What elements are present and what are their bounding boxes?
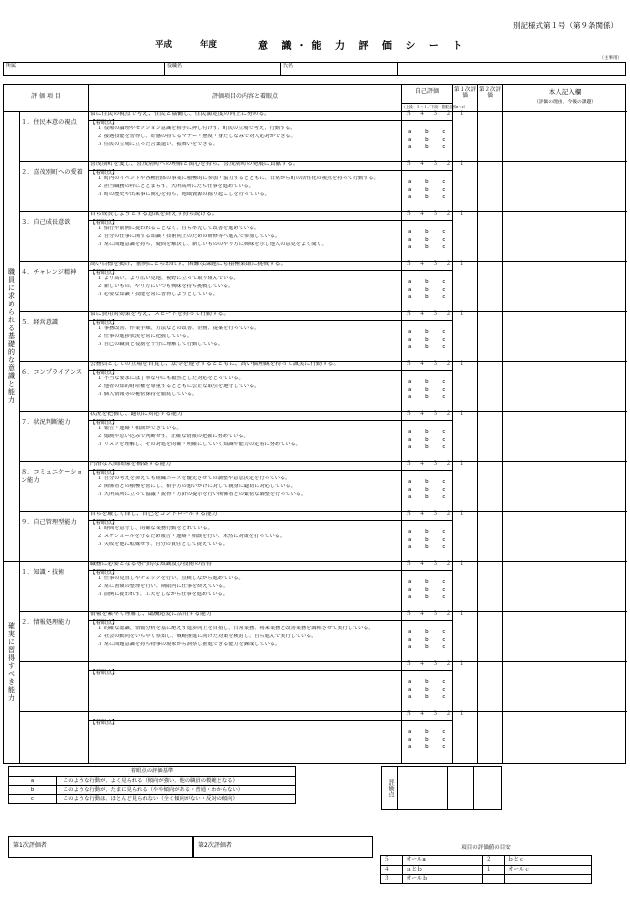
rating-abc[interactable]: a b c (408, 679, 446, 685)
rating-spacer (402, 720, 452, 729)
focus-point: ３ 個人情報等の秘密保持を徹底している。 (97, 391, 198, 397)
guide-score: ３ (381, 875, 403, 883)
focus-point (89, 734, 401, 742)
second-evaluator-field[interactable] (193, 836, 373, 858)
rating-abc[interactable]: a b c (408, 329, 446, 335)
item-name: １．住民本意の視点 (21, 119, 77, 126)
rating-abc[interactable]: a b c (408, 194, 446, 201)
item-content (89, 161, 401, 211)
row-divider (88, 120, 452, 121)
item-name: ２．喜茂別町への愛着 (21, 169, 83, 176)
header-comment-sub: （評価の理由、今後の課題） (533, 100, 597, 105)
focus-point: １ 役場の論理やセクション意識を相手に押し付けず、町民の立場で考え、行動する。 (97, 126, 296, 132)
self-rating[interactable] (402, 161, 468, 202)
rating-abc[interactable]: a b c (408, 644, 446, 651)
item-heading (89, 711, 401, 720)
title-year: 年度 (200, 40, 218, 50)
item-heading (89, 661, 401, 670)
focus-point: ３ 必要な知識・技能を常に習得しようとしている。 (97, 291, 218, 297)
guide-desc (505, 875, 591, 883)
focus-point: ３ 町の歴史や出来事に関心を持ち、地域資源の掘り起こしを行っている。 (97, 191, 270, 197)
position-label: 役職名 (167, 63, 183, 69)
row-divider (19, 261, 627, 262)
rating-abc[interactable]: a b c (408, 229, 446, 235)
rating-abc[interactable]: a b c (408, 579, 446, 585)
dept-field[interactable] (4, 63, 165, 75)
item-name: ３．自己成長意欲 (21, 219, 71, 226)
rating-scale[interactable]: ５ ４ ３ ２ １ (406, 361, 468, 367)
focus-label: 【着眼点】 (90, 420, 118, 426)
item-content (89, 361, 401, 411)
focus-point: ２ 社会の動向をいち早く察知し、戦略推進に向けた対策を検討し、自ら進んで実行している。 (97, 633, 317, 639)
rating-scale[interactable]: ５ ４ ３ ２ １ (406, 411, 468, 417)
item-heading: 職務に必要となる専門的な知識及び技術の習得 (90, 561, 212, 567)
legend-row (9, 785, 295, 794)
rating-abc[interactable]: a b c (408, 186, 446, 193)
focus-point (89, 692, 401, 700)
rating-abc[interactable]: a b c (408, 379, 446, 385)
focus-point: ３ 自己の職責と役割を十分に理解して行動している。 (97, 341, 224, 347)
rating-abc[interactable]: a b c (408, 436, 446, 443)
header-self-sub: （上段：５〜１／下段：着眼点別a〜c） (402, 105, 468, 109)
focus-label: 【着眼点】 (90, 570, 118, 576)
rating-spacer (402, 420, 452, 429)
focus-label: 【着眼点】 (90, 270, 118, 276)
position-field[interactable] (165, 63, 281, 75)
focus-point: １ 時間を意守し、的確な業務行動をとれている。 (97, 526, 213, 532)
score-second[interactable] (474, 767, 502, 809)
legend-title-text: 着眼点の評価基準 (130, 768, 174, 775)
focus-point (89, 684, 401, 692)
item-name: ８．コミュニケーション能力 (21, 469, 83, 485)
focus-point: １ 自分の考えを抑えても組織ニーズを優先させての調整や意思決定を行っている。 (97, 476, 291, 482)
focus-point: ３ リスクを理解し、その対処を的確・明確にしていく知識や能力の定着に努めている。 (97, 441, 301, 447)
self-rating[interactable] (402, 511, 468, 552)
focus-point: １ 事務改善、作業手順、方法などの改善、企画、提案を行っている。 (97, 326, 260, 332)
rating-scale[interactable]: ５ ４ ３ ２ １ (406, 211, 468, 217)
first-evaluator-field[interactable] (8, 836, 193, 858)
focus-label: 【着眼点】 (90, 370, 118, 376)
focus-point (89, 742, 401, 750)
legend-value: このような行動が、たまに見られる（やや傾向がある・普通・わからない） (63, 786, 244, 793)
focus-point: ３ 失敗を他に転嫁せず、自分の責任として捉えている。 (97, 541, 228, 547)
rating-abc[interactable]: a b c (408, 686, 446, 693)
focus-label: 【着眼点】 (90, 470, 118, 476)
rating-scale[interactable]: ５ ４ ３ ２ １ (406, 711, 468, 717)
legend-key: c (9, 795, 57, 803)
title-main: 意 識・能 力 評 価 シ ー ト (258, 41, 468, 52)
guide-desc: オールｂ (403, 875, 483, 883)
row-divider (88, 620, 452, 621)
rating-scale[interactable]: ５ ４ ３ ２ １ (406, 661, 468, 667)
score-self[interactable] (398, 767, 448, 809)
focus-point: １ 的確な認識、情報分析を基に絶えず進歩向上を目指し、日常業務、将来業務と改善業務を調和させて実行している。 (97, 626, 374, 632)
guide-score: ４ (381, 866, 403, 874)
row-divider (19, 361, 627, 362)
guide-desc: ａとｂ (403, 866, 483, 874)
focus-point (89, 676, 401, 684)
self-rating[interactable] (402, 561, 468, 602)
self-rating[interactable] (402, 111, 468, 152)
rating-scale[interactable]: ５ ４ ３ ２ １ (406, 561, 468, 567)
group-essential-label: 確実に習得すべき能力 (7, 622, 16, 702)
guide-row (381, 865, 591, 874)
score-first[interactable] (448, 767, 474, 809)
item-content (89, 561, 401, 611)
guide-desc: ｂとｃ (508, 857, 525, 864)
item-content (89, 511, 401, 561)
legend-key: a (9, 777, 57, 785)
item-heading: 情報を素早く理解し、臨機応変に活用する能力 (90, 611, 212, 617)
item-name: ５．経営意識 (21, 319, 59, 326)
focus-point: ２ 新しいもの、やり方にいつも興味を持ち挑戦している。 (97, 283, 234, 289)
row-divider (401, 103, 452, 104)
row-divider (88, 570, 452, 571)
row-divider (88, 370, 452, 371)
focus-label: 【着眼点】 (90, 120, 118, 126)
item-name: ２．情報処理能力 (21, 619, 71, 626)
rating-spacer (402, 670, 452, 679)
rating-abc[interactable]: a b c (408, 594, 446, 601)
item-name: ９．自己管理型能力 (21, 519, 77, 526)
focus-label: 【着眼点】 (90, 520, 118, 526)
item-heading: 公務員としての立場を自覚し、法令を遵守するとともに、高い倫理観を持って誠実に行動する。 (90, 361, 340, 367)
self-rating[interactable] (402, 611, 468, 652)
item-content (89, 261, 401, 311)
guide-row (381, 874, 591, 883)
item-heading: 常に住民の視点で考え、住民と協働し、住民満足度の向上に努める。 (90, 111, 271, 117)
rating-spacer (402, 220, 452, 229)
row-divider (4, 111, 627, 112)
header-second: 第２次評価 (478, 87, 501, 100)
row-divider (19, 211, 627, 212)
guide-table (380, 855, 592, 884)
focus-point: ２ 担当職務の枠にとどまらず、大所高所にたち仕事を進めている。 (97, 183, 254, 189)
focus-point: １ より高い、より広い見地、視野に立って取り組んでいる。 (97, 276, 239, 282)
focus-point: １ 報告・連絡・相談ができている。 (97, 426, 182, 432)
rating-abc[interactable]: a b c (408, 179, 446, 185)
rating-abc[interactable]: a b c (408, 729, 446, 735)
focus-point: ２ 憶測や思い込みで判断せず、正確な情報の把握に努めている。 (97, 433, 249, 439)
item-content (89, 611, 401, 661)
focus-point: ２ 仕事の進捗状況を常に把握している。 (97, 333, 193, 339)
evaluation-table (3, 84, 626, 764)
row-divider (88, 670, 452, 671)
rating-abc[interactable]: a b c (408, 429, 446, 435)
header-comment: 本人記入欄 (548, 88, 582, 96)
rating-spacer (402, 520, 452, 529)
item-name: １．知識・技術 (21, 569, 65, 576)
rating-scale[interactable]: ５ ４ ３ ２ １ (406, 261, 468, 267)
rating-abc[interactable]: a b c (408, 344, 446, 351)
row-divider (88, 270, 452, 271)
guide-title: 項目の評価値の目安 (461, 845, 511, 851)
focus-point: ３ 住民の立場に立った言葉遣い、振舞いをできる。 (97, 141, 218, 147)
rating-spacer (402, 120, 452, 129)
row-divider (88, 420, 452, 421)
rating-abc[interactable]: a b c (408, 136, 446, 143)
item-content (89, 461, 401, 511)
legend-row (9, 776, 295, 785)
focus-label: 【着眼点】 (90, 170, 118, 176)
focus-point: １ 慣行や前例に捉われることなく、自ら率先して改善を進めている。 (97, 226, 260, 232)
second-evaluator-label: 第2次評価者 (198, 842, 232, 849)
row-divider (88, 320, 452, 321)
name-field[interactable] (281, 63, 398, 75)
row-divider (19, 411, 627, 412)
focus-point: ２ 自分の仕事に関する知識・技術向上のための研修等へ進んで参加している。 (97, 233, 281, 239)
rating-abc[interactable]: a b c (408, 536, 446, 543)
focus-label: 【着眼点】 (90, 720, 118, 726)
self-rating[interactable] (402, 711, 468, 752)
rating-abc[interactable]: a b c (408, 286, 446, 293)
target-note: （主事用） (599, 56, 622, 61)
row-divider (88, 720, 452, 721)
self-rating[interactable] (402, 661, 468, 702)
focus-point: ２ 接遇技能を習得し、好感の持てるマナー・態度・身だしなみで対人応対ができる。 (97, 133, 296, 139)
rating-scale[interactable]: ５ ４ ３ ２ １ (406, 161, 468, 167)
row-divider (19, 661, 627, 662)
rating-abc[interactable]: a b c (408, 629, 446, 635)
legend-row (9, 794, 295, 803)
row-divider (88, 170, 452, 171)
dept-label: 所属 (6, 63, 17, 69)
row-divider (19, 611, 627, 612)
item-name: ４．チャレンジ精神 (21, 269, 77, 276)
rating-spacer (402, 320, 452, 329)
header-item: 評 価 項 目 (31, 93, 61, 100)
rating-scale[interactable]: ５ ４ ３ ２ １ (406, 111, 468, 117)
rating-abc[interactable]: a b c (408, 486, 446, 493)
legend-key: b (9, 786, 57, 794)
item-heading: 円滑な人間関係を構築する能力 (90, 461, 172, 467)
score-label: 評価点 (382, 767, 398, 809)
focus-label: 【着眼点】 (90, 670, 118, 676)
rating-abc[interactable]: a b c (408, 736, 446, 743)
name-label: 氏名 (283, 63, 294, 69)
row-divider (19, 461, 627, 462)
header-first: 第１次評価 (453, 87, 476, 100)
rating-abc[interactable]: a b c (408, 444, 446, 451)
row-divider (19, 511, 627, 512)
item-heading: 高い目標を掲げ、前例にとらわれず、困難な課題にも積極果敢に挑戦する。 (90, 261, 287, 267)
item-content (89, 661, 401, 711)
focus-point: ２ 他者の知的財産権を尊重するとともに公正な取引を遵守している。 (97, 383, 260, 389)
legend-title (9, 767, 295, 776)
rating-abc[interactable]: a b c (408, 279, 446, 285)
rating-abc[interactable]: a b c (408, 294, 446, 301)
rating-abc[interactable]: a b c (408, 144, 446, 151)
focus-label: 【着眼点】 (90, 620, 118, 626)
rating-scale[interactable]: ５ ４ ３ ２ １ (406, 461, 468, 467)
rating-abc[interactable]: a b c (408, 694, 446, 701)
rating-abc[interactable]: a b c (408, 244, 446, 251)
row-divider (19, 161, 627, 162)
group-basic-label: 職員に求められる基礎的な意識と能力 (7, 268, 16, 404)
row-divider (88, 220, 452, 221)
focus-point (89, 726, 401, 734)
row-divider (88, 470, 452, 471)
rating-abc[interactable]: a b c (408, 544, 446, 551)
item-content (89, 111, 401, 161)
item-name: ６．コンプライアンス (21, 369, 83, 376)
row-divider (88, 520, 452, 521)
guide-score: ２ (483, 856, 505, 865)
rating-abc[interactable]: a b c (408, 744, 446, 751)
focus-label: 【着眼点】 (90, 320, 118, 326)
row-divider (19, 311, 627, 312)
score-box (381, 766, 502, 810)
focus-point: １ 町内のイベントや各種団体の事業に積極的に参加・協力するとともに、日常から町の活性化の視点を持って行動する。 (97, 176, 379, 182)
item-content (89, 711, 401, 763)
legend-value: このような行動が、よく見られる（傾向が強い、他の職員の模範となる） (63, 777, 238, 784)
rating-scale[interactable]: ５ ４ ３ ２ １ (406, 611, 468, 617)
rating-spacer (402, 370, 452, 379)
rating-scale[interactable]: ５ ４ ３ ２ １ (406, 511, 468, 517)
rating-abc[interactable]: a b c (408, 129, 446, 135)
header-content: 評価項目の内容と着眼点 (211, 93, 278, 100)
guide-row (381, 856, 591, 865)
focus-point: ２ 常に書類の整理を行い、期限内に仕事を終えている。 (97, 583, 229, 589)
item-content (89, 211, 401, 261)
rating-spacer (402, 470, 452, 479)
rating-spacer (402, 170, 452, 179)
rating-abc[interactable]: a b c (408, 394, 446, 401)
focus-label: 【着眼点】 (90, 220, 118, 226)
focus-point: １ 不当な要求には丁寧な中にも毅然とした対応をとっている。 (97, 376, 244, 382)
info-row (3, 62, 626, 76)
item-content (89, 311, 401, 361)
item-heading: 喜茂別町を愛し、喜茂別町への理解と関心を持ち、喜茂別町の発展に貢献する。 (90, 161, 299, 167)
first-evaluator-label: 第1次評価者 (13, 842, 47, 849)
focus-point: ３ 大所高所に立って協議・説得・方針の提示を行い関係者との緊密な調整を行っている。 (97, 491, 307, 497)
focus-point: １ 仕事の見直しやチェックを行い、点検しながら進めている。 (97, 576, 244, 582)
item-heading: 状況を把握し、適切に対応する能力 (90, 411, 183, 417)
rating-abc[interactable]: a b c (408, 236, 446, 243)
title-era: 平成 (155, 40, 173, 50)
rating-abc[interactable]: a b c (408, 494, 446, 501)
legend-table (8, 766, 296, 804)
rating-abc[interactable]: a b c (408, 586, 446, 593)
item-heading: 常に費用対効果を考え、スピードを持って行動する。 (90, 311, 230, 317)
self-rating[interactable] (402, 411, 468, 452)
focus-point: ３ 常に問題意識を持ち、疑問を解決し、新しいもののやり方に興味を示し他人の意見をよく聞く。 (97, 241, 327, 247)
rating-abc[interactable]: a b c (408, 479, 446, 485)
item-heading: 自らを厳しく律し、自己をコントロールする能力 (90, 511, 218, 517)
item-content (89, 411, 401, 461)
self-rating[interactable] (402, 461, 468, 502)
rating-abc[interactable]: a b c (408, 529, 446, 535)
self-rating[interactable] (402, 361, 468, 402)
guide-score (483, 875, 505, 883)
guide-score: ５ (381, 856, 403, 865)
rating-spacer (402, 620, 452, 629)
focus-point: ２ 関係者との積極を密にし、相手方の想いかけに対して親身に適切に対応している。 (97, 483, 296, 489)
column-divider (19, 111, 20, 763)
item-heading: 自ら成長しようとする意欲を終えず持ち続ける。 (90, 211, 218, 217)
row-divider (4, 561, 627, 562)
legend-value: このような行動は、ほとんど見られない（全く傾向がない・反対の傾向） (63, 795, 238, 802)
rating-scale[interactable]: ５ ４ ３ ２ １ (406, 311, 468, 317)
self-rating[interactable] (402, 211, 468, 252)
focus-point: ３ 前例に捉われず、工夫をしながら仕事を進めている。 (97, 591, 228, 597)
self-rating[interactable] (402, 311, 468, 352)
rating-abc[interactable]: a b c (408, 336, 446, 343)
item-name: ７．状況判断能力 (21, 419, 71, 426)
rating-spacer (402, 570, 452, 579)
row-divider (19, 711, 627, 712)
focus-point: ２ スケジュールを守るため報告・連絡・相談を行い、未然に対策を打っている。 (97, 533, 286, 539)
form-reference: 別記様式第１号（第９条関係） (513, 21, 618, 30)
rating-abc[interactable]: a b c (408, 386, 446, 393)
guide-desc: オールa (403, 856, 483, 865)
header-self: 自己評価 (414, 88, 439, 95)
self-rating[interactable] (402, 261, 468, 302)
rating-spacer (402, 270, 452, 279)
guide-desc: オールｃ (508, 866, 530, 873)
rating-abc[interactable]: a b c (408, 636, 446, 643)
guide-score: １ (483, 866, 505, 874)
focus-point: ３ 常に問題意識を持ち物事の現象から洞察し推進できる能力を錬成している。 (97, 641, 281, 647)
